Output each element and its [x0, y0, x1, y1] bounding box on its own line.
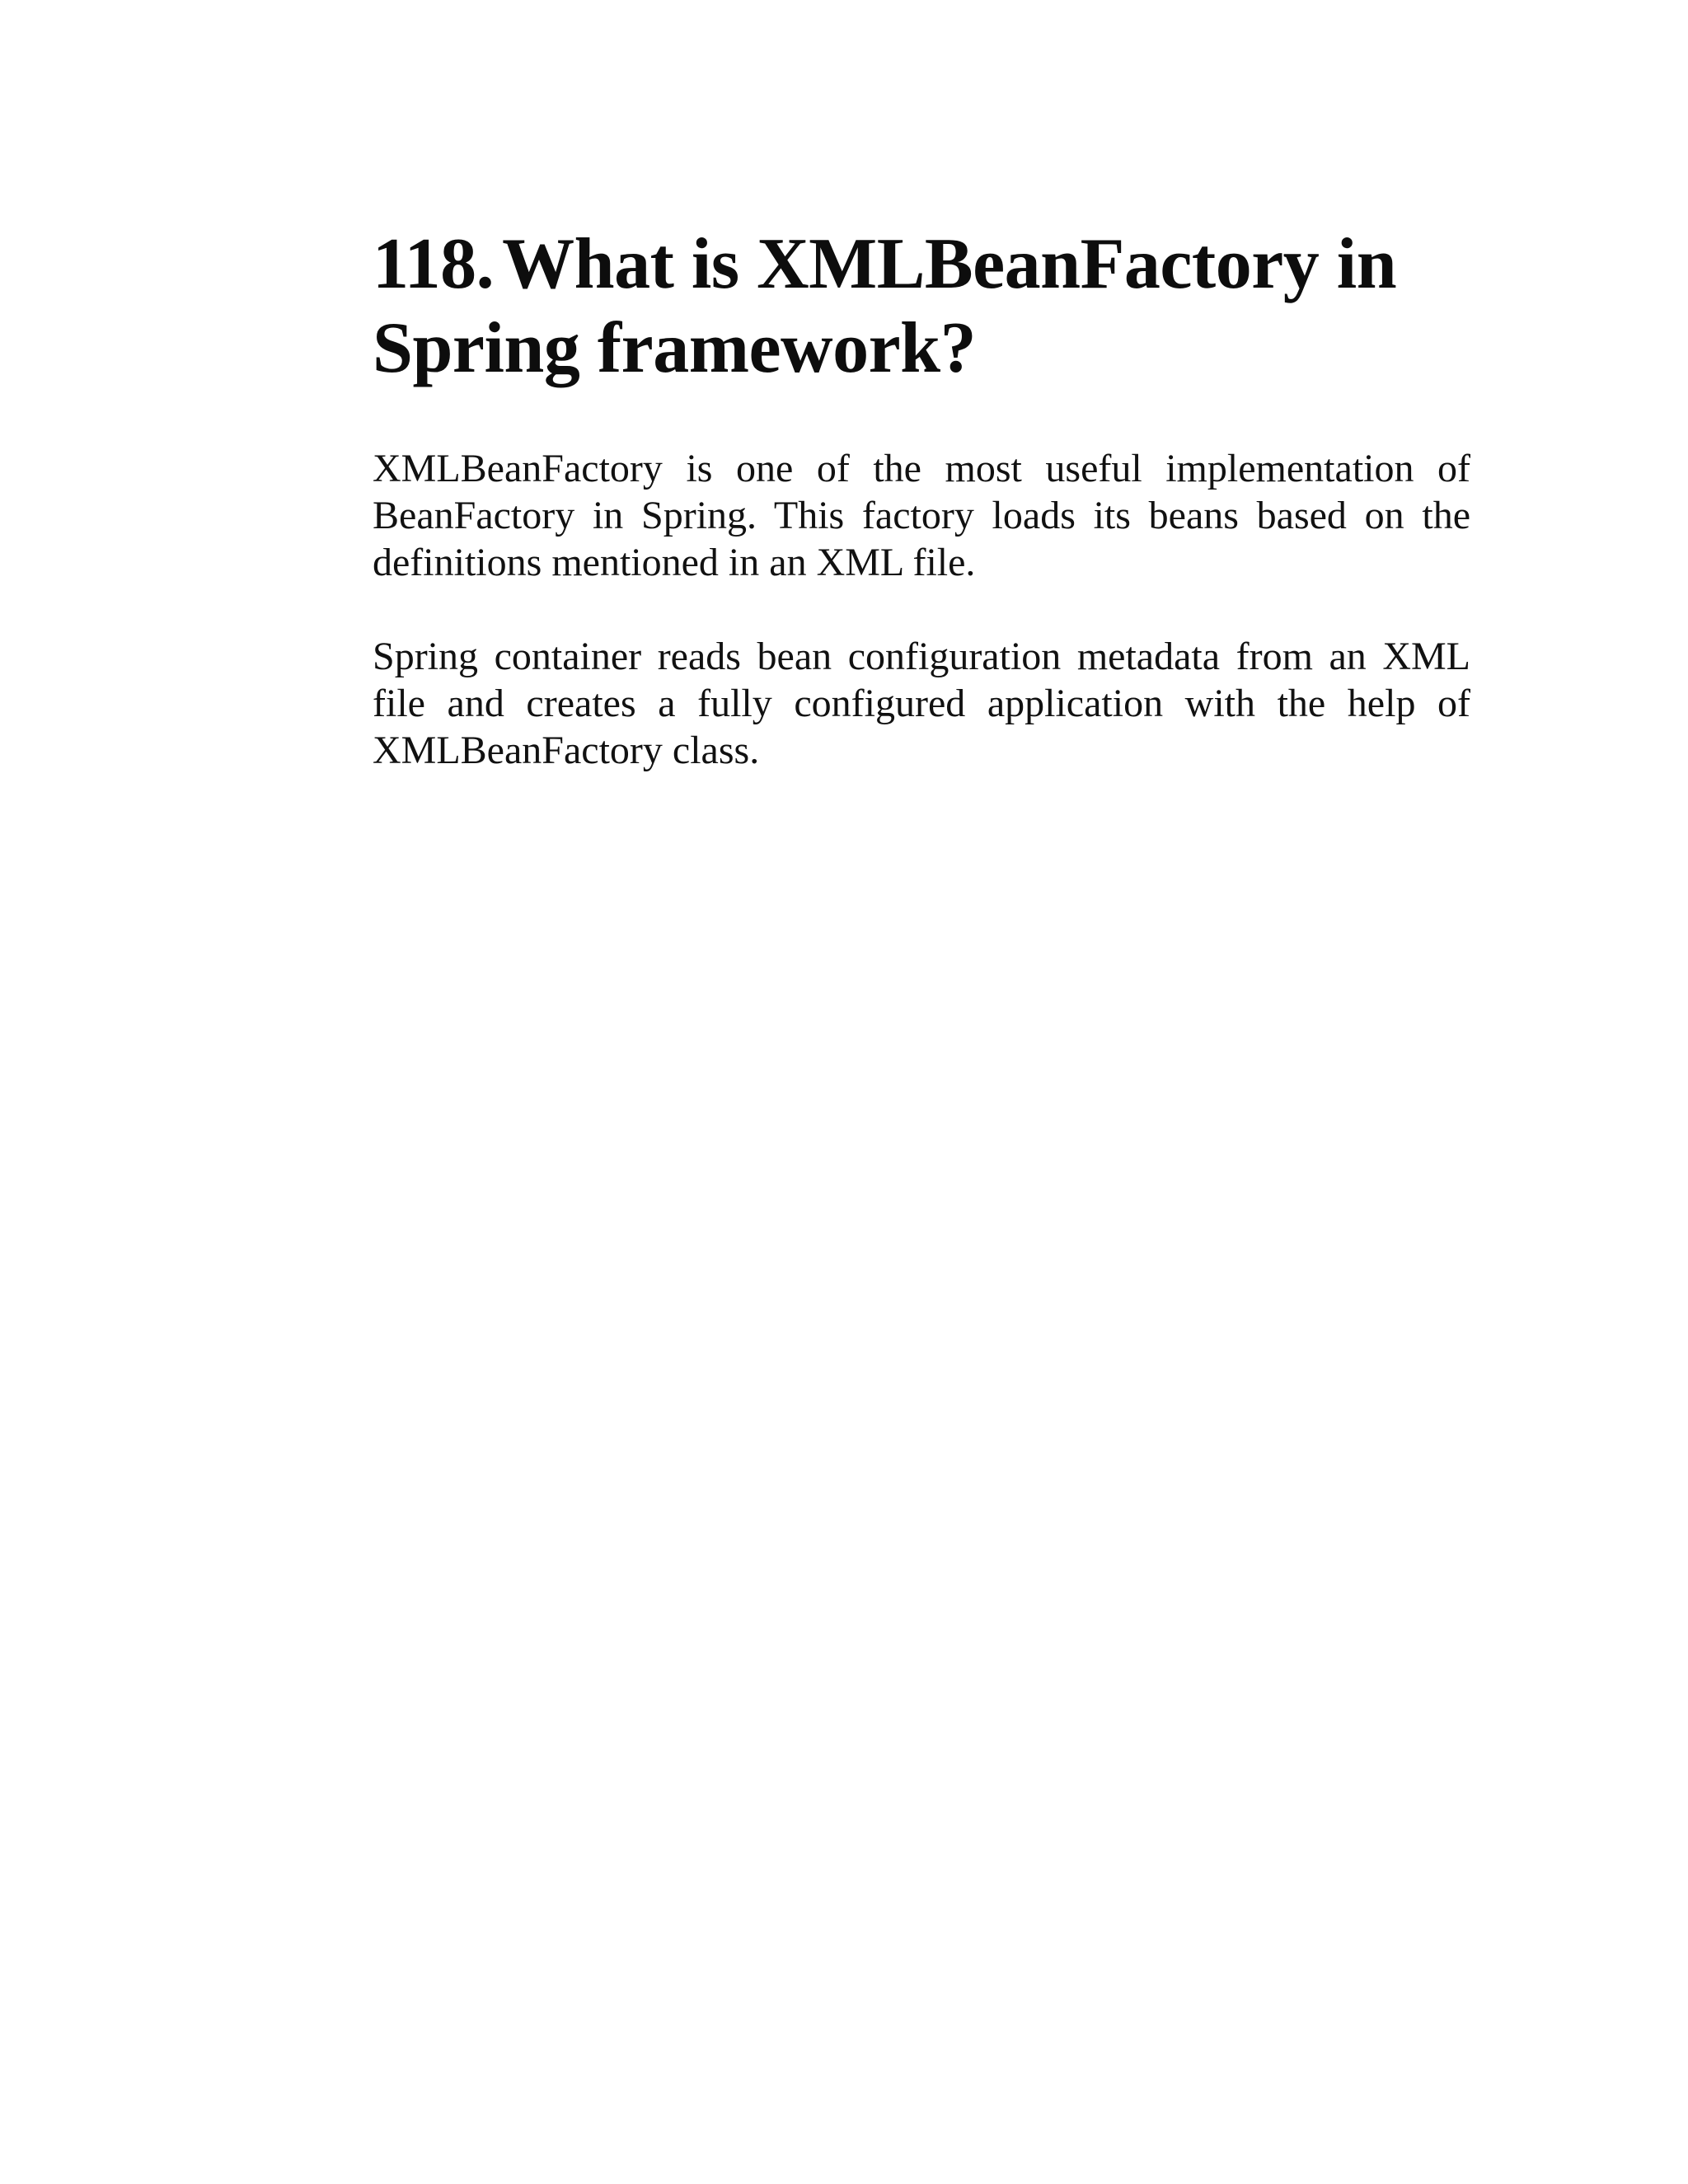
page-content [373, 223, 1470, 774]
question-title: What is XMLBeanFactory in Spring framework? [373, 224, 1397, 388]
answer-paragraph-1: XMLBeanFactory is one of the most useful implementation of BeanFactory in Spring. This factory loads its beans based on the definitions mentioned in an XML file. [373, 447, 1470, 584]
answer-paragraph-2: Spring container reads bean configuration metadata from an XML file and creates a fully configured application with the help of XMLBeanFactory class. [373, 635, 1470, 772]
question-heading [373, 223, 1470, 391]
question-number: 118. [373, 224, 495, 304]
